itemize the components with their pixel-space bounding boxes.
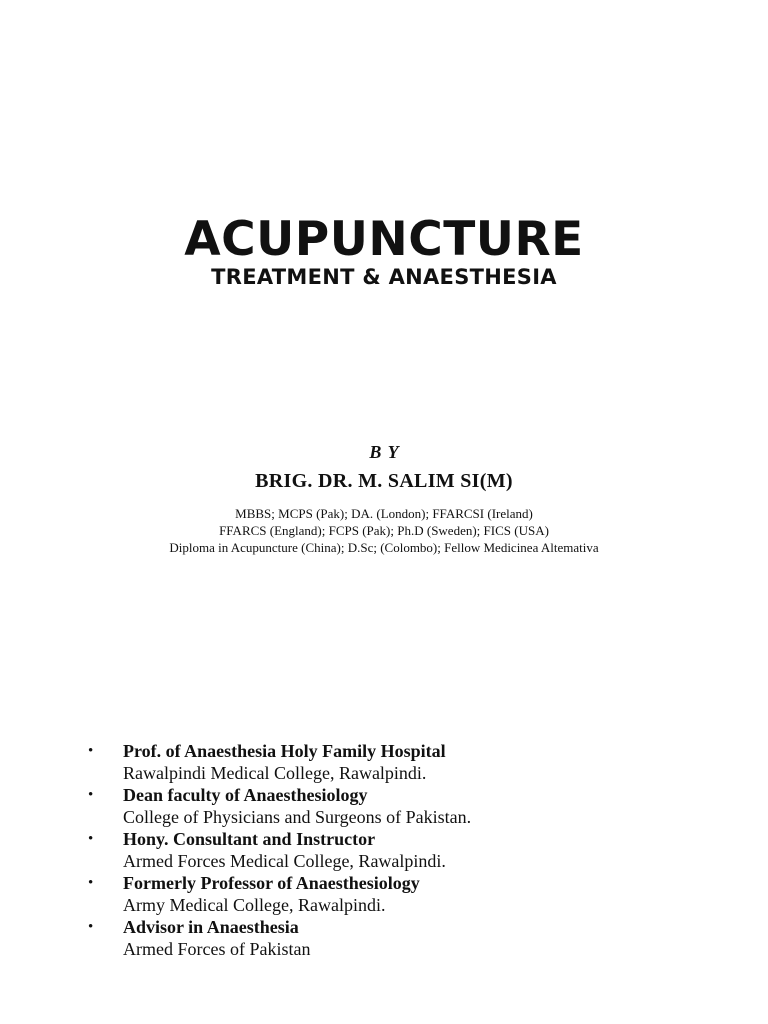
qualification-line: Diploma in Acupuncture (China); D.Sc; (Colombo); Fellow Medicinea Altemativa (169, 540, 599, 555)
by-label: B Y (369, 442, 399, 462)
book-subtitle: TREATMENT & ANAESTHESIA (211, 265, 557, 289)
bullet-icon: • (88, 919, 94, 935)
role-organization: Armed Forces Medical College, Rawalpindi. (123, 851, 446, 871)
author-name: BRIG. DR. M. SALIM SI(M) (255, 470, 513, 492)
qualification-line: FFARCS (England); FCPS (Pak); Ph.D (Sweden); FICS (USA) (219, 523, 549, 538)
author-roles-list (88, 740, 728, 960)
bullet-icon: • (88, 787, 94, 803)
book-title: ACUPUNCTURE (184, 212, 584, 267)
bullet-icon: • (88, 875, 94, 891)
bullet-icon: • (88, 743, 94, 759)
role-item (88, 916, 728, 960)
qualification-line: MBBS; MCPS (Pak); DA. (London); FFARCSI (Ireland) (235, 506, 533, 521)
author-qualifications (0, 505, 768, 556)
role-title: Advisor in Anaesthesia (123, 917, 299, 937)
role-organization: College of Physicians and Surgeons of Pakistan. (123, 807, 472, 827)
role-item (88, 828, 728, 872)
role-organization: Rawalpindi Medical College, Rawalpindi. (123, 763, 427, 783)
role-organization: Army Medical College, Rawalpindi. (123, 895, 386, 915)
role-title: Prof. of Anaesthesia Holy Family Hospital (123, 741, 446, 761)
role-title: Hony. Consultant and Instructor (123, 829, 376, 849)
role-item (88, 784, 728, 828)
role-title: Formerly Professor of Anaesthesiology (123, 873, 420, 893)
bullet-icon: • (88, 831, 94, 847)
role-title: Dean faculty of Anaesthesiology (123, 785, 368, 805)
role-organization: Armed Forces of Pakistan (123, 939, 311, 959)
role-item (88, 872, 728, 916)
role-item (88, 740, 728, 784)
